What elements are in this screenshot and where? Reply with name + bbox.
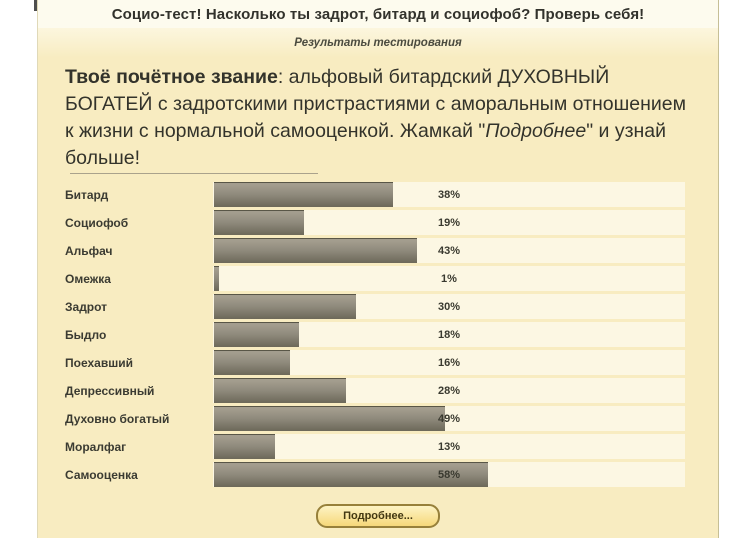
bar-track	[213, 378, 685, 403]
bar-track	[213, 350, 685, 375]
page-title	[38, 0, 718, 28]
results-subtitle-text: Результаты тестирования	[294, 37, 462, 49]
bar-rows	[38, 182, 718, 487]
row-label: Быдло	[65, 327, 107, 342]
bar-track	[213, 210, 685, 235]
row-label: Задрот	[65, 299, 108, 314]
row-value: 58%	[437, 468, 461, 481]
quiz-result-page	[37, 0, 719, 538]
result-quoted-word: Подробнее	[485, 120, 587, 142]
row-value: 38%	[437, 188, 461, 201]
section-divider	[70, 173, 318, 174]
results-subtitle	[38, 28, 718, 58]
table-row	[38, 378, 718, 403]
row-value: 16%	[437, 356, 461, 369]
table-row	[38, 322, 718, 347]
bar-track	[213, 462, 685, 487]
row-label: Альфач	[65, 243, 113, 258]
row-value: 49%	[437, 412, 461, 425]
table-row	[38, 350, 718, 375]
table-row	[38, 434, 718, 459]
bar-track	[213, 238, 685, 263]
result-lead-bold: Твоё почётное звание	[65, 66, 278, 88]
row-label: Депрессивный	[65, 383, 155, 398]
row-label: Самооценка	[65, 467, 138, 482]
row-label: Духовно богатый	[65, 411, 170, 426]
row-label: Моралфаг	[65, 439, 127, 454]
bar-track	[213, 266, 685, 291]
table-row	[38, 210, 718, 235]
row-value: 19%	[437, 216, 461, 229]
row-label: Битард	[65, 187, 109, 202]
row-value: 18%	[437, 328, 461, 341]
table-row	[38, 294, 718, 319]
page-title-text: Социо-тест! Насколько ты задрот, битард и социофоб? Проверь себя!	[111, 5, 645, 23]
table-row	[38, 238, 718, 263]
table-row	[38, 462, 718, 487]
table-row	[38, 266, 718, 291]
row-value: 30%	[437, 300, 461, 313]
table-row	[38, 182, 718, 207]
table-row	[38, 406, 718, 431]
result-body: : альфовый битардский ДУХОВНЫЙ БОГАТЕЙ с задротскими пристрастиями с аморальным отношением к жизни с нормальной самооценкой. Жамкай "	[65, 66, 687, 142]
bar-track	[213, 182, 685, 207]
details-button[interactable]: Подробнее...	[316, 504, 440, 528]
row-label: Омежка	[65, 271, 111, 286]
bar-track	[213, 322, 685, 347]
row-label: Социофоб	[65, 215, 129, 230]
bar-track	[213, 406, 685, 431]
bar-track	[213, 434, 685, 459]
row-label: Поехавший	[65, 355, 133, 370]
row-value: 43%	[437, 244, 461, 257]
button-row	[38, 504, 718, 528]
result-paragraph	[65, 64, 690, 172]
row-value: 13%	[437, 440, 461, 453]
bar-track	[213, 294, 685, 319]
result-tail: " и узнай больше!	[65, 120, 667, 169]
row-value: 28%	[437, 384, 461, 397]
row-value: 1%	[441, 272, 457, 285]
